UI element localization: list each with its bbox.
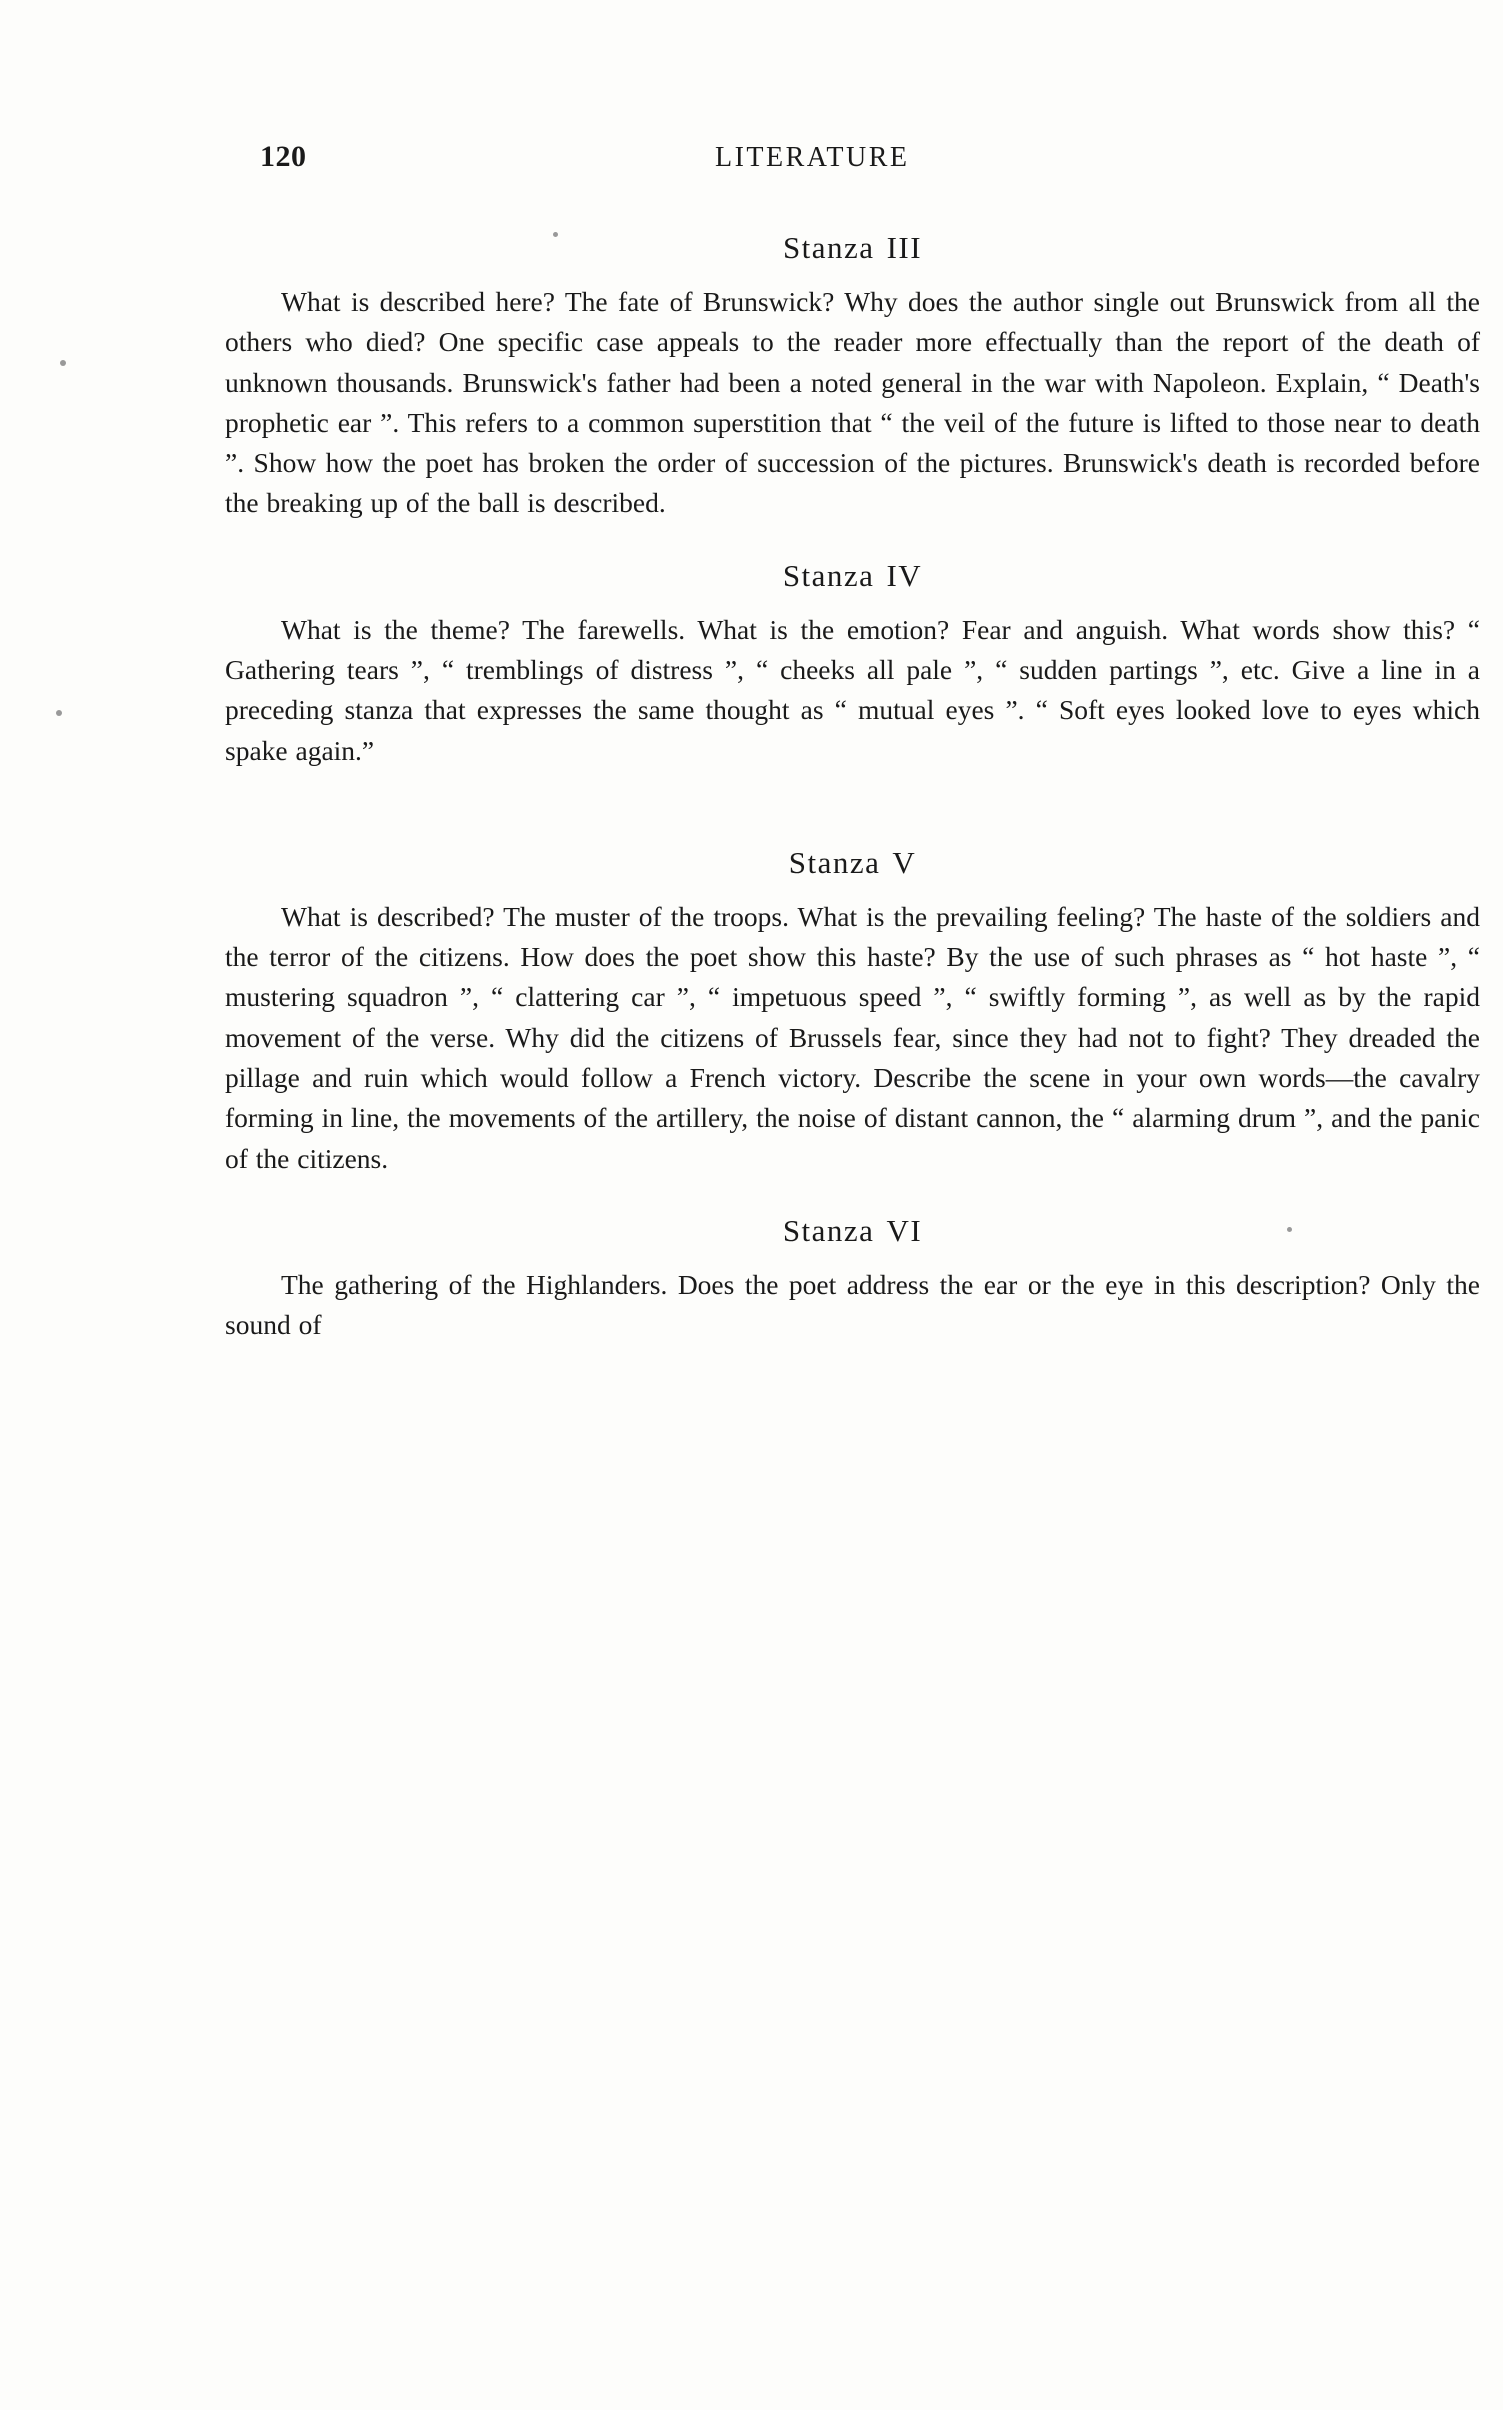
paper-speck (56, 710, 62, 716)
section-heading-stanza-5 (225, 845, 1480, 881)
running-head-title: LITERATURE (715, 142, 910, 173)
paper-speck (60, 360, 66, 366)
section-heading-number: V (892, 844, 917, 880)
paragraph: What is described here? The fate of Brunswick? Why does the author single out Brunswick from all the others who died? One specific case appeals to the reader more effectually than the report of the death of unknown thousands. Brunswick's father had been a noted general in the war with Napoleon. Explain, “ Death's prophetic ear ”. This refers to a common superstition that “ the veil of the future is lifted to those near to death ”. Show how the poet has broken the order of succession of the pictures. Brunswick's death is recorded before the breaking up of the ball is described. (225, 286, 1480, 519)
section-heading-stanza-4 (225, 558, 1480, 594)
page-content (225, 130, 1480, 1349)
running-head (225, 130, 1480, 190)
page-number: 120 (260, 140, 307, 173)
section-spacer (225, 775, 1480, 811)
paragraph: What is the theme? The farewells. What is the emotion? Fear and anguish. What words show this? “ Gathering tears ”, “ tremblings of distress ”, “ cheeks all pale ”, “ sudden partings ”, etc. Give a line in a preceding stanza that expresses the same thought as “ mutual eyes ”. “ Soft eyes looked love to eyes which spake again.” (225, 613, 1480, 766)
section-heading-number: VI (886, 1212, 923, 1248)
section-heading-number: III (886, 230, 923, 265)
section-heading-word: Stanza (782, 1212, 875, 1248)
section-heading-stanza-6 (225, 1213, 1480, 1249)
section-heading-word: Stanza (782, 230, 875, 265)
section-heading-word: Stanza (782, 557, 875, 593)
paragraph: What is described? The muster of the troops. What is the prevailing feeling? The haste of the soldiers and the terror of the citizens. How does the poet show this haste? By the use of such phrases as “ hot haste ”, “ mustering squadron ”, “ clattering car ”, “ impetuous speed ”, “ swiftly forming ”, as well as by the rapid movement of the verse. Why did the citizens of Brussels fear, since they had not to fight? They dreaded the pillage and ruin which would follow a French victory. Describe the scene in your own words—the cavalry forming in line, the movements of the artillery, the noise of distant cannon, the “ alarming drum ”, and the panic of the citizens. (225, 900, 1480, 1174)
section-heading-word: Stanza (788, 844, 881, 880)
section-heading-number: IV (886, 557, 923, 593)
section-heading-stanza-3 (225, 230, 1480, 266)
paragraph: The gathering of the Highlanders. Does the poet address the ear or the eye in this description? Only the sound of (225, 1268, 1480, 1341)
